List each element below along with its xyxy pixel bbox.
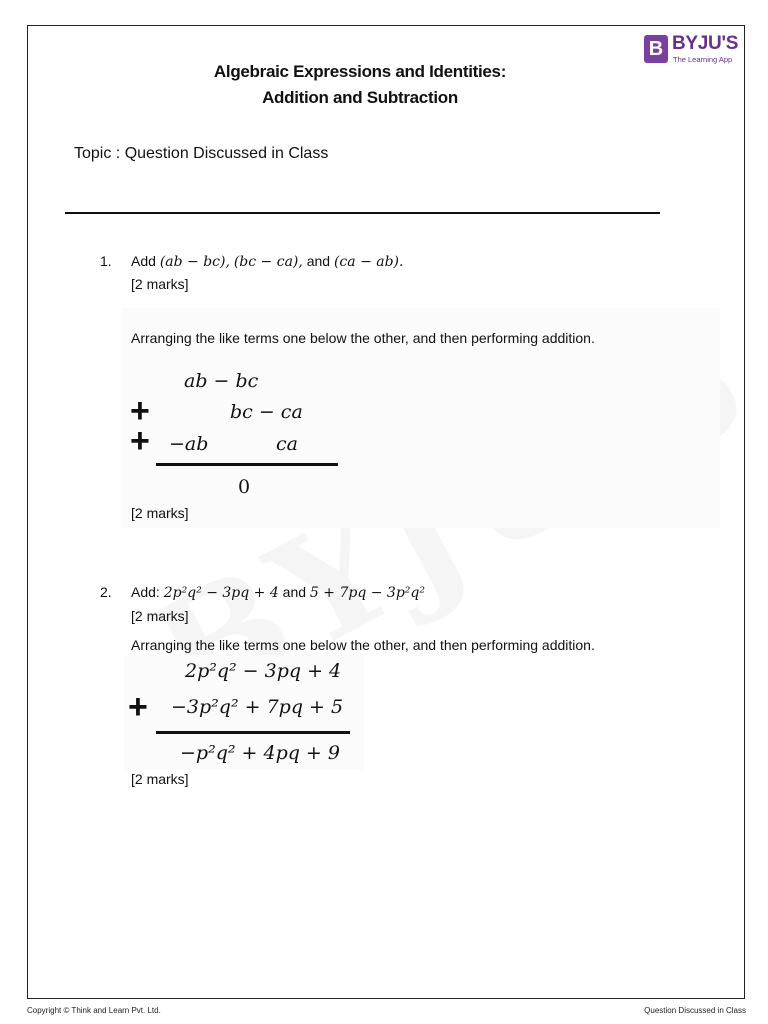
q1-plus-1: + (130, 392, 150, 430)
footer-copyright: Copyright © Think and Learn Pvt. Ltd. (27, 1006, 161, 1015)
page-title-line1: Algebraic Expressions and Identities: (213, 62, 507, 81)
q2-explanation: Arranging the like terms one below the other, and then performing addition. (131, 637, 595, 653)
q1-row3-left: −ab (169, 433, 209, 455)
q2-expr2: 5 + 7pq − 3p²q² (309, 585, 425, 601)
section-divider (65, 212, 660, 214)
q2-joiner: and (282, 584, 307, 600)
q2-expr1: 2p²q² − 3pq + 4 (163, 585, 279, 601)
page-title-line2: Addition and Subtraction (262, 88, 458, 107)
q1-marks: [2 marks] (131, 276, 189, 292)
byjus-logo (644, 33, 744, 67)
q1-row3-right: ca (276, 433, 298, 455)
q1-result: 0 (238, 476, 251, 498)
q2-marks: [2 marks] (131, 608, 189, 624)
q2-lead: Add: (131, 584, 160, 600)
q2-row1: 2p²q² − 3pq + 4 (185, 660, 342, 682)
q1-plus-2: + (130, 422, 150, 460)
q1-row1: ab − bc (184, 370, 259, 392)
q2-number: 2. (100, 584, 112, 600)
logo-tagline: The Learning App (673, 55, 733, 64)
q1-answer-marks: [2 marks] (131, 505, 189, 521)
q1-lead: Add (131, 253, 156, 269)
q2-sum-line (156, 731, 350, 734)
q1-row2: bc − ca (230, 401, 303, 423)
q1-number: 1. (100, 253, 112, 269)
topic-heading: Topic : Question Discussed in Class (74, 145, 329, 162)
q2-answer-marks: [2 marks] (131, 771, 189, 787)
q1-joiner: and (306, 253, 331, 269)
q2-plus: + (128, 688, 148, 726)
q1-statement (131, 253, 403, 270)
q2-result: −p²q² + 4pq + 9 (180, 742, 340, 764)
logo-name: BYJU'S (672, 33, 739, 54)
q2-row2: −3p²q² + 7pq + 5 (171, 696, 344, 718)
q1-explanation: Arranging the like terms one below the other, and then performing addition. (131, 330, 595, 346)
q1-expr1: (ab − bc), (159, 254, 230, 270)
q2-statement (131, 584, 425, 601)
q1-sum-line (156, 463, 338, 466)
footer-section: Question Discussed in Class (644, 1006, 746, 1015)
logo-badge-icon: B (644, 35, 668, 63)
q1-expr3: (ca − ab). (333, 254, 404, 270)
q1-expr2: (bc − ca), (233, 254, 303, 270)
